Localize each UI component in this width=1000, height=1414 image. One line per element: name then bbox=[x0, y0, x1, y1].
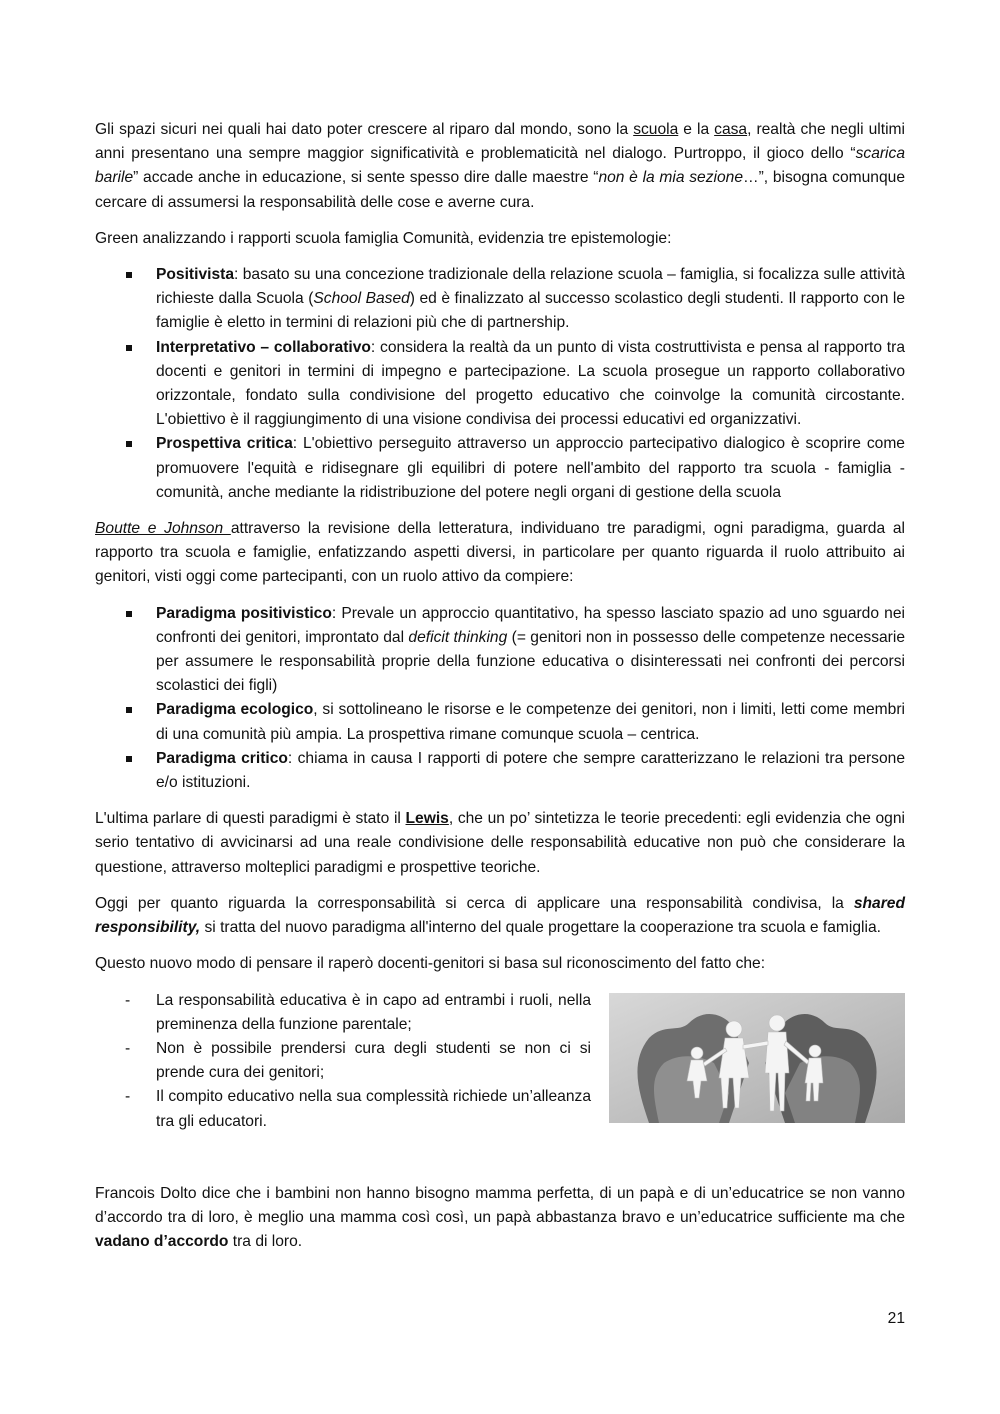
text-run: Oggi per quanto riguarda la corresponsabilità si cerca di applicare una responsabilità condivisa, la bbox=[95, 894, 854, 912]
bold-vadano-daccordo: vadano d’accordo bbox=[95, 1233, 229, 1251]
text-run: si tratta del nuovo paradigma all'interno del quale progettare la cooperazione tra scuola e famiglia. bbox=[200, 919, 881, 937]
bold-italic-shared-responsibility: shared responsibility, bbox=[95, 894, 905, 937]
epistemologies-list bbox=[95, 263, 905, 505]
text-run: : chiama in causa I rapporti di potere che sempre caratterizzano le relazioni tra persone e/o istituzioni. bbox=[156, 749, 905, 792]
term-interpretativo: Interpretativo – collaborativo bbox=[156, 338, 371, 356]
list-with-image bbox=[95, 989, 905, 1134]
text-run: Non è possibile prendersi cura degli studenti se non ci si prende cura dei genitori; bbox=[156, 1039, 591, 1082]
list-item bbox=[95, 336, 905, 433]
list-item bbox=[95, 747, 905, 795]
square-bullet-icon bbox=[126, 345, 132, 351]
text-run: : L'obiettivo perseguito attraverso un approccio partecipativo dialogico è scoprire come promuovere l'equità e ridisegnare gli equilibri di potere nell'ambito del rapporto tra scuola - famiglia - comunità, anche mediante la ridistribuzione del potere negli organi di gestione della scuola bbox=[156, 435, 905, 501]
italic-deficit-thinking: deficit thinking bbox=[408, 628, 508, 646]
term-paradigma-positivistico: Paradigma positivistico bbox=[156, 604, 332, 622]
square-bullet-icon bbox=[126, 756, 132, 762]
list-item bbox=[95, 1037, 591, 1085]
text-run: …”, bisogna comunque cercare di assumersi la responsabilità delle cose e averne cura. bbox=[95, 169, 905, 211]
list-item bbox=[95, 989, 591, 1037]
paragraph-nuovo-modo: Questo nuovo modo di pensare il raperò docenti-genitori si basa sul riconoscimento del fatto che: bbox=[95, 955, 766, 973]
term-paradigma-critico: Paradigma critico bbox=[156, 749, 288, 767]
list-item bbox=[95, 602, 905, 699]
text-run: ” accade anche in educazione, si sente spesso dire dalle maestre “ bbox=[133, 169, 599, 187]
term-paradigma-ecologico: Paradigma ecologico bbox=[156, 701, 314, 719]
italic-school-based: School Based bbox=[313, 290, 410, 308]
dash-bullet-icon: - bbox=[125, 991, 131, 1009]
text-run: (= genitori non in possesso delle competenze necessarie per assumere le responsabilità proprie della funzione educativa o disinteressati nei confronti dei percorsi scolastici dei figli) bbox=[156, 628, 905, 695]
text-run: ) ed è finalizzato al successo scolastico degli studenti. Il rapporto con le famiglie è eletto in termini di relazioni più che di partnership. bbox=[156, 290, 905, 332]
italic-non-e-la-mia-sezione: non è la mia sezione bbox=[598, 169, 743, 187]
hands-family-illustration bbox=[609, 993, 905, 1123]
underlined-scuola: scuola bbox=[633, 121, 679, 138]
text-run: Francois Dolto dice che i bambini non hanno bisogno mamma perfetta, di un papà e di un’educatrice se non vanno d’accordo tra di loro, è meglio una mamma così così, un papà abbastanza bravo e un’educatrice sufficiente ma che bbox=[95, 1184, 905, 1226]
term-positivista: Positivista bbox=[156, 266, 234, 284]
text-run: L'ultima parlare di questi paradigmi è stato il bbox=[95, 810, 406, 828]
paragraph-dolto bbox=[95, 1182, 905, 1255]
text-run: , realtà che negli ultimi anni presentano una sempre maggior significatività e problematicità nel dialogo. Purtroppo, il gioco dello “ bbox=[95, 121, 905, 163]
italic-scarica-barile: scarica barile bbox=[95, 145, 905, 187]
text-run: : basato su una concezione tradizionale della relazione scuola – famiglia, si focalizza sulle attività richieste dalla Scuola ( bbox=[156, 266, 905, 308]
paragraph-lewis bbox=[95, 807, 905, 880]
text-run: : considera la realtà da un punto di vista costruttivista e pensa al rapporto tra docenti e genitori in termini di impegno e partecipazione. La scuola prosegue un rapporto collaborativo orizzontale, fondato sulla condivisione del progetto educativo che coinvolge la comunità circostante. L'obiettivo è il raggiungimento di una visione condivisa dei processi educativi ed organizzativi. bbox=[156, 338, 905, 429]
text-run: tra di loro. bbox=[228, 1233, 303, 1251]
text-run: , si sottolineano le risorse e le competenze dei genitori, non i limiti, letti come membri di una comunità più ampia. La prospettiva rimane comunque scuola – centrica. bbox=[156, 701, 905, 743]
term-prospettiva-critica: Prospettiva critica bbox=[156, 435, 293, 453]
list-item bbox=[95, 263, 905, 336]
list-item bbox=[95, 698, 905, 746]
dash-bullet-icon: - bbox=[125, 1088, 131, 1106]
paragraph-shared-responsibility bbox=[95, 892, 905, 940]
hands-family-photo bbox=[609, 993, 905, 1123]
lewis-name: Lewis bbox=[405, 810, 449, 828]
paragraph-boutte-johnson bbox=[95, 517, 905, 590]
square-bullet-icon bbox=[126, 707, 132, 713]
text-run: e la bbox=[678, 121, 715, 138]
dash-bullet-icon: - bbox=[125, 1039, 131, 1057]
text-run: , che un po’ sintetizza le teorie precedenti: egli evidenzia che ogni serio tentativo di avvicinarsi ad una reale condivisione delle responsabilità educative non può che considerare la questione, attraverso molteplici paradigmi e prospettive teoriche. bbox=[95, 810, 905, 876]
list-item bbox=[95, 1085, 591, 1133]
page-content bbox=[95, 118, 905, 1266]
square-bullet-icon bbox=[126, 611, 132, 617]
page-number: 21 bbox=[887, 1310, 905, 1327]
square-bullet-icon bbox=[126, 441, 132, 447]
text-run: Il compito educativo nella sua complessità richiede un’alleanza tra gli educatori. bbox=[156, 1088, 591, 1130]
underlined-casa: casa bbox=[714, 121, 748, 138]
recognition-list bbox=[95, 989, 591, 1134]
text-run: : Prevale un approccio quantitativo, ha spesso lasciato spazio ad uno sguardo nei confronti dei genitori, improntato dal bbox=[156, 604, 905, 646]
text-run: Gli spazi sicuri nei quali hai dato poter crescere al riparo dal mondo, sono la bbox=[95, 121, 634, 138]
list-item bbox=[95, 432, 905, 505]
paragraph-spazi-sicuri bbox=[95, 118, 905, 215]
paragraph-green: Green analizzando i rapporti scuola famiglia Comunità, evidenzia tre epistemologie: bbox=[95, 229, 672, 247]
paradigms-list bbox=[95, 602, 905, 796]
text-run: attraverso la revisione della letteratura, individuano tre paradigmi, ogni paradigma, guarda al rapporto tra scuola e famiglie, enfatizzando aspetti diversi, in particolare per quanto riguarda il ruolo attribuito ai genitori, visti oggi come partecipanti, con un ruolo attivo da compiere: bbox=[95, 520, 905, 586]
text-run: La responsabilità educativa è in capo ad entrambi i ruoli, nella preminenza della funzione parentale; bbox=[156, 991, 591, 1033]
authors-link: Boutte e Johnson bbox=[95, 520, 231, 538]
square-bullet-icon bbox=[126, 272, 132, 278]
